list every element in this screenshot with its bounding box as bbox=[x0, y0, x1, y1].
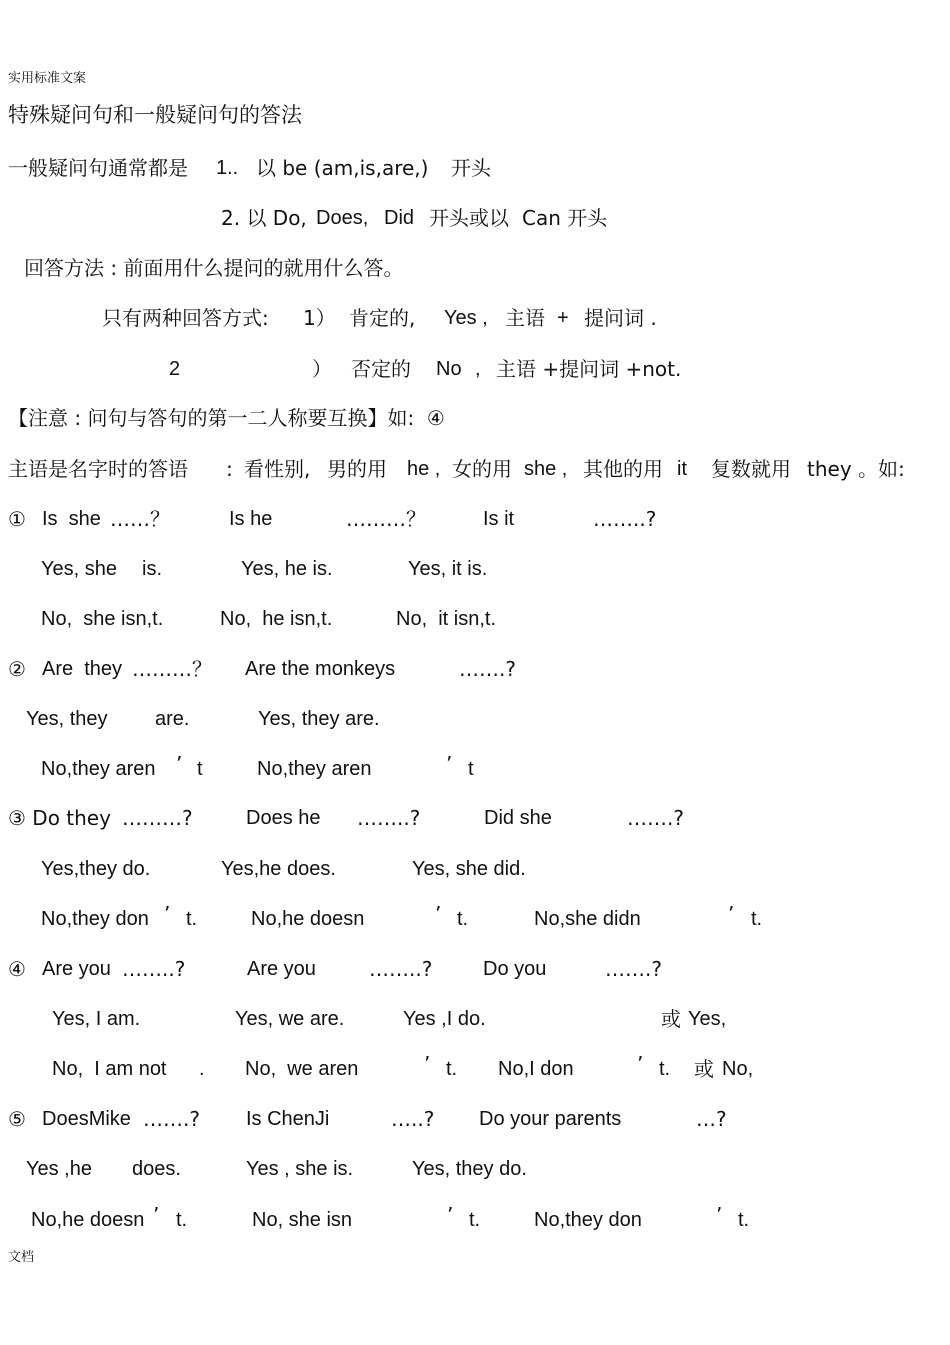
answer-or: 或 bbox=[694, 1057, 714, 1081]
neg-formula: 主语 +提问词 +not. bbox=[496, 357, 682, 381]
answer-no: No,they don bbox=[534, 1209, 642, 1231]
answer-yes: Yes,he does. bbox=[221, 858, 336, 880]
subj-it: it bbox=[677, 458, 687, 480]
question-dots: ………? bbox=[122, 806, 193, 830]
apostrophe: ’ bbox=[153, 1203, 160, 1227]
question-dots: …….? bbox=[143, 1107, 200, 1131]
answer-yes: Yes, it is. bbox=[408, 558, 488, 580]
question: Are they bbox=[42, 658, 123, 680]
intro-does: Does, bbox=[316, 207, 369, 229]
ways-yes: Yes , bbox=[444, 307, 488, 329]
apostrophe: ’ bbox=[424, 1052, 431, 1076]
answer-no: No,she didn bbox=[534, 908, 641, 930]
question-dots: ……？ bbox=[110, 507, 170, 531]
question: Is it bbox=[483, 508, 515, 530]
question: Is ChenJi bbox=[246, 1108, 330, 1130]
intro-or: 开头或以 bbox=[429, 206, 509, 230]
answer-yes: Yes ,I do. bbox=[403, 1008, 486, 1030]
answer-no: No,they aren bbox=[257, 758, 372, 780]
question-dots: ……..? bbox=[593, 507, 657, 531]
ways-subject: 主语 bbox=[505, 306, 545, 330]
answer-no-end: t. bbox=[659, 1058, 671, 1080]
page-header: 实用标准文案 bbox=[8, 71, 87, 86]
subj-gender: 看性别, bbox=[244, 457, 311, 481]
answer-no: No, bbox=[722, 1058, 754, 1080]
answer-no-end: t. bbox=[446, 1058, 458, 1080]
subj-she: she , bbox=[524, 458, 568, 480]
question: Are you bbox=[42, 958, 111, 980]
intro-start: 开头 bbox=[451, 156, 491, 180]
question: Are you bbox=[247, 958, 316, 980]
answer-yes: is. bbox=[142, 558, 162, 580]
apostrophe: ’ bbox=[728, 902, 735, 926]
answer-no-end: t. bbox=[186, 908, 198, 930]
answer-yes: Yes ,he bbox=[26, 1158, 92, 1180]
question-dots: …….? bbox=[627, 806, 684, 830]
question-dots: ………？ bbox=[346, 507, 426, 531]
intro-can: Can 开头 bbox=[522, 206, 608, 230]
intro-did: Did bbox=[384, 207, 415, 229]
answer-no: No,they don bbox=[41, 908, 149, 930]
answer-no-end: t. bbox=[469, 1209, 481, 1231]
answer-or: 或 bbox=[661, 1007, 681, 1031]
apostrophe: ’ bbox=[164, 902, 171, 926]
question-dots: ……..? bbox=[369, 957, 433, 981]
answer-yes: Yes, bbox=[688, 1008, 727, 1030]
question: DoesMike bbox=[42, 1108, 131, 1130]
answer-no-end: . bbox=[199, 1058, 205, 1080]
answer-no-end: t. bbox=[457, 908, 469, 930]
example-number: ④ bbox=[8, 957, 26, 981]
question: ③ Do they bbox=[8, 806, 111, 830]
apostrophe: ’ bbox=[637, 1052, 644, 1076]
answer-no: No, she isn bbox=[252, 1209, 353, 1231]
question-dots: …….? bbox=[605, 957, 662, 981]
answer-yes: Yes, she did. bbox=[412, 858, 526, 880]
apostrophe: ’ bbox=[446, 752, 453, 776]
answer-no: No, we aren bbox=[245, 1058, 359, 1080]
intro-text: 一般疑问句通常都是 bbox=[8, 156, 188, 180]
document-title: 特殊疑问句和一般疑问句的答法 bbox=[8, 103, 302, 127]
answer-no: No, he isn,t. bbox=[220, 608, 333, 630]
neg-paren: ） bbox=[312, 357, 332, 381]
answer-yes: Yes, I am. bbox=[52, 1008, 141, 1030]
intro-be: 以 be (am,is,are,) bbox=[256, 156, 429, 180]
question-dots: ………？ bbox=[132, 657, 212, 681]
apostrophe: ’ bbox=[176, 752, 183, 776]
question: Did she bbox=[484, 807, 552, 829]
neg-two: 2 bbox=[169, 358, 181, 380]
question: Is he bbox=[229, 508, 273, 530]
subj-they: they 。如: bbox=[807, 457, 905, 481]
question-dots: …? bbox=[696, 1107, 727, 1131]
subj-colon: : bbox=[226, 457, 233, 481]
answer-no-end: t. bbox=[751, 908, 763, 930]
example-number: ⑤ bbox=[8, 1107, 26, 1131]
ways-plus: + bbox=[557, 307, 569, 329]
subj-he: he , bbox=[407, 458, 441, 480]
answer-no: No,I don bbox=[498, 1058, 574, 1080]
neg-comma: , bbox=[475, 358, 481, 380]
subj-other: 其他的用 bbox=[583, 457, 663, 481]
answer-yes: Yes,they do. bbox=[41, 858, 151, 880]
answer-method: 回答方法 : 前面用什么提问的就用什么答。 bbox=[24, 256, 404, 280]
answer-no: No,he doesn bbox=[251, 908, 365, 930]
ways-verb: 提问词 . bbox=[584, 306, 657, 330]
ways-positive: 肯定的, bbox=[349, 306, 416, 330]
question-dots: …….? bbox=[459, 657, 516, 681]
answer-no-end: t bbox=[468, 758, 474, 780]
ways-label: 只有两种回答方式: bbox=[102, 306, 269, 330]
answer-no-end: t. bbox=[738, 1209, 750, 1231]
intro-number: 1.. bbox=[216, 157, 239, 179]
subj-male: 男的用 bbox=[327, 457, 387, 481]
apostrophe: ’ bbox=[447, 1203, 454, 1227]
example-number: ② bbox=[8, 657, 26, 681]
apostrophe: ’ bbox=[716, 1203, 723, 1227]
answer-yes: Yes, he is. bbox=[241, 558, 333, 580]
subj-plural: 复数就用 bbox=[711, 457, 791, 481]
question: Do your parents bbox=[479, 1108, 622, 1130]
intro-do: 2. 以 Do, bbox=[221, 206, 307, 230]
answer-yes: Yes, they are. bbox=[258, 708, 380, 730]
ways-one: 1） bbox=[303, 306, 336, 330]
answer-no-end: t. bbox=[176, 1209, 188, 1231]
question-dots: ……..? bbox=[122, 957, 186, 981]
question-dots: ……..? bbox=[357, 806, 421, 830]
subj-female: 女的用 bbox=[452, 457, 512, 481]
answer-no: No, she isn,t. bbox=[41, 608, 164, 630]
neg-no: No bbox=[436, 358, 462, 380]
note-line: 【注意 : 问句与答句的第一二人称要互换】如: ④ bbox=[8, 406, 445, 430]
answer-yes: are. bbox=[155, 708, 190, 730]
subj-label: 主语是名字时的答语 bbox=[8, 457, 188, 481]
answer-yes: Yes, she bbox=[41, 558, 117, 580]
answer-yes: Yes, we are. bbox=[235, 1008, 345, 1030]
question-dots: …..? bbox=[391, 1107, 435, 1131]
page-footer: 文档 bbox=[8, 1250, 35, 1265]
answer-yes: Yes, they do. bbox=[412, 1158, 527, 1180]
neg-label: 否定的 bbox=[351, 357, 411, 381]
answer-no: No,they aren bbox=[41, 758, 156, 780]
question: Do you bbox=[483, 958, 547, 980]
answer-yes: Yes , she is. bbox=[246, 1158, 354, 1180]
answer-yes: does. bbox=[132, 1158, 181, 1180]
answer-no-end: t bbox=[197, 758, 203, 780]
answer-yes: Yes, they bbox=[26, 708, 108, 730]
question: Are the monkeys bbox=[245, 658, 396, 680]
example-number: ① bbox=[8, 507, 26, 531]
answer-no: No,he doesn bbox=[31, 1209, 145, 1231]
answer-no: No, I am not bbox=[52, 1058, 167, 1080]
question: Does he bbox=[246, 807, 321, 829]
apostrophe: ’ bbox=[435, 902, 442, 926]
question: Is she bbox=[42, 508, 101, 530]
answer-no: No, it isn,t. bbox=[396, 608, 497, 630]
